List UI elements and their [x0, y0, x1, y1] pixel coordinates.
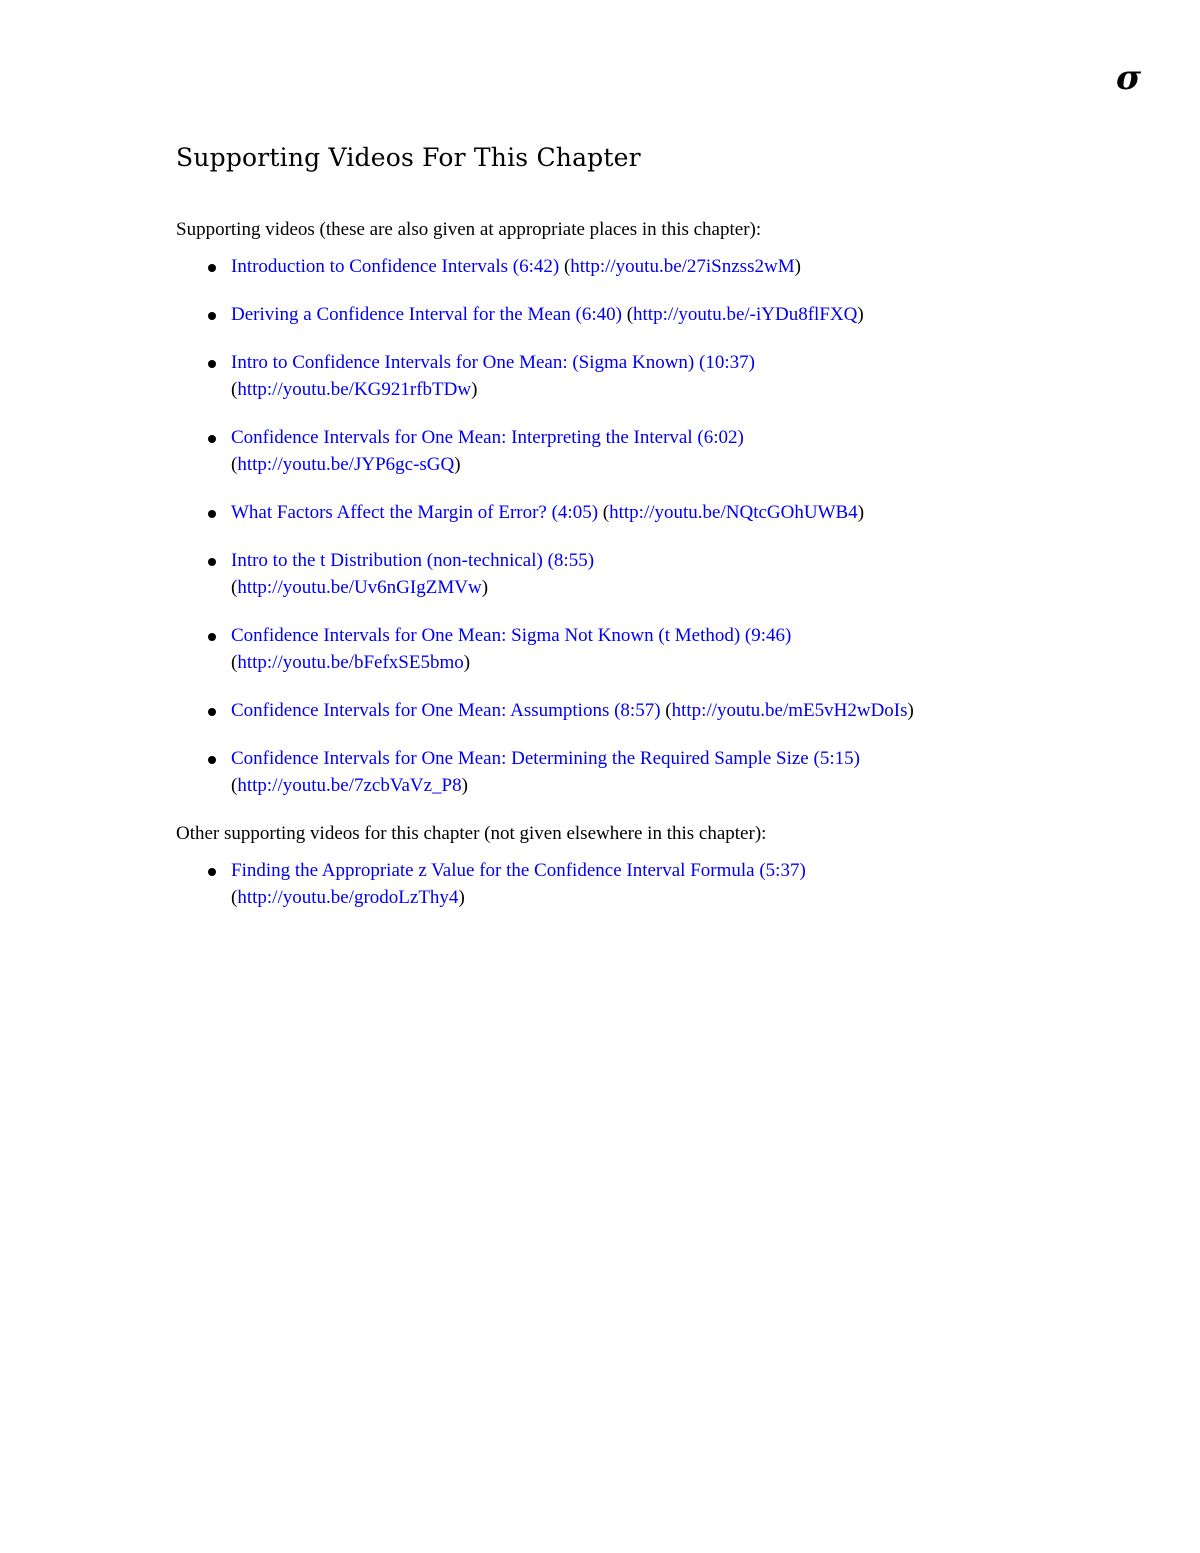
other-video-list	[176, 857, 1076, 911]
video-link-interpreting-interval[interactable]: Confidence Intervals for One Mean: Interpreting the Interval (6:02)	[231, 427, 744, 448]
video-url[interactable]: http://youtu.be/27iSnzss2wM	[570, 256, 795, 277]
video-link-z-value[interactable]: Finding the Appropriate z Value for the Confidence Interval Formula (5:37)	[231, 860, 806, 881]
bullet-icon	[208, 435, 216, 443]
video-link-intro-confidence-intervals[interactable]: Introduction to Confidence Intervals (6:42)	[231, 256, 560, 277]
bullet-icon	[208, 558, 216, 566]
video-link-deriving-confidence-interval[interactable]: Deriving a Confidence Interval for the Mean (6:40)	[231, 304, 622, 325]
list-item: Confidence Intervals for One Mean: Assumptions (8:57) (http://youtu.be/mE5vH2wDoIs)	[176, 697, 1076, 724]
video-url[interactable]: http://youtu.be/KG921rfbTDw	[237, 379, 472, 400]
video-url[interactable]: http://youtu.be/mE5vH2wDoIs	[671, 700, 908, 721]
sigma-symbol: σ	[1116, 58, 1142, 98]
supporting-video-list	[176, 253, 1076, 799]
bullet-icon	[208, 312, 216, 320]
list-item: Introduction to Confidence Intervals (6:42) (http://youtu.be/27iSnzss2wM)	[176, 253, 1076, 280]
video-url[interactable]: http://youtu.be/NQtcGOhUWB4	[609, 502, 858, 523]
bullet-icon	[208, 868, 216, 876]
video-url[interactable]: http://youtu.be/grodoLzThy4	[237, 887, 459, 908]
video-link-assumptions[interactable]: Confidence Intervals for One Mean: Assumptions (8:57)	[231, 700, 661, 721]
bullet-icon	[208, 633, 216, 641]
list-item: Confidence Intervals for One Mean: Determining the Required Sample Size (5:15) (http://youtu.be/7zcbVaVz_P8)	[176, 745, 1076, 799]
bullet-icon	[208, 510, 216, 518]
video-url[interactable]: http://youtu.be/Uv6nGIgZMVw	[237, 577, 482, 598]
bullet-icon	[208, 756, 216, 764]
page-content	[176, 138, 1076, 932]
page-title: Supporting Videos For This Chapter	[176, 143, 641, 172]
video-url[interactable]: http://youtu.be/-iYDu8flFXQ	[633, 304, 858, 325]
video-link-sample-size[interactable]: Confidence Intervals for One Mean: Determining the Required Sample Size (5:15)	[231, 748, 860, 769]
list-item: Intro to Confidence Intervals for One Mean: (Sigma Known) (10:37) (http://youtu.be/KG921rfbTDw)	[176, 349, 1076, 403]
list-item: Confidence Intervals for One Mean: Sigma Not Known (t Method) (9:46) (http://youtu.be/bFefxSE5bmo)	[176, 622, 1076, 676]
bullet-icon	[208, 360, 216, 368]
other-videos-intro: Other supporting videos for this chapter (not given elsewhere in this chapter):	[176, 823, 767, 844]
list-item: What Factors Affect the Margin of Error? (4:05) (http://youtu.be/NQtcGOhUWB4)	[176, 499, 1076, 526]
supporting-videos-intro: Supporting videos (these are also given at appropriate places in this chapter):	[176, 219, 762, 240]
list-item: Intro to the t Distribution (non-technical) (8:55) (http://youtu.be/Uv6nGIgZMVw)	[176, 547, 1076, 601]
video-link-t-distribution[interactable]: Intro to the t Distribution (non-technical) (8:55)	[231, 550, 595, 571]
video-url[interactable]: http://youtu.be/7zcbVaVz_P8	[237, 775, 462, 796]
bullet-icon	[208, 708, 216, 716]
video-link-margin-of-error[interactable]: What Factors Affect the Margin of Error? (4:05)	[231, 502, 599, 523]
list-item: Deriving a Confidence Interval for the Mean (6:40) (http://youtu.be/-iYDu8flFXQ)	[176, 301, 1076, 328]
video-link-sigma-known[interactable]: Intro to Confidence Intervals for One Mean: (Sigma Known) (10:37)	[231, 352, 755, 373]
video-url[interactable]: http://youtu.be/JYP6gc-sGQ	[237, 454, 455, 475]
video-url[interactable]: http://youtu.be/bFefxSE5bmo	[237, 652, 464, 673]
bullet-icon	[208, 264, 216, 272]
list-item: Confidence Intervals for One Mean: Interpreting the Interval (6:02) (http://youtu.be/JYP6gc-sGQ)	[176, 424, 1076, 478]
list-item: Finding the Appropriate z Value for the Confidence Interval Formula (5:37) (http://youtu.be/grodoLzThy4)	[176, 857, 1076, 911]
video-link-sigma-not-known[interactable]: Confidence Intervals for One Mean: Sigma Not Known (t Method) (9:46)	[231, 625, 792, 646]
